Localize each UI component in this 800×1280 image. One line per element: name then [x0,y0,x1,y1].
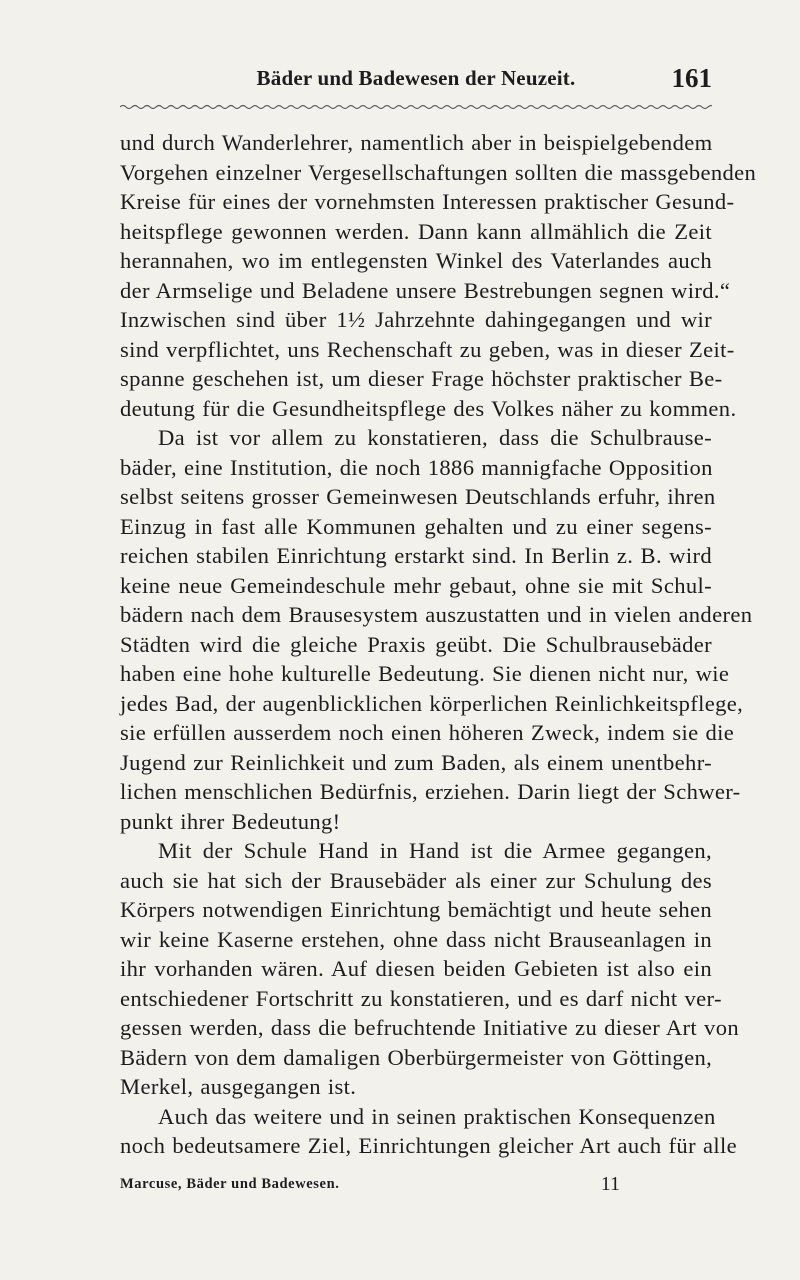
running-head [120,63,712,100]
text-line: wir keine Kaserne erstehen, ohne dass nicht Brauseanlagen in [120,926,712,952]
text-line: herannahen, wo im entlegensten Winkel des Vaterlandes auch [120,248,712,273]
text-line: jedes Bad, der augenblicklichen körperlichen Reinlichkeitspflege, [120,690,744,716]
text-line: sind verpflichtet, uns Rechenschaft zu geben, was in dieser Zeit- [120,336,735,362]
text-line: der Armselige und Beladene unsere Bestrebungen segnen wird.“ [120,277,731,303]
page-footer [120,1173,712,1200]
text-line: auch sie hat sich der Brausebäder als einer zur Schulung des [120,867,712,893]
paragraph [120,423,753,836]
text-line: haben eine hohe kulturelle Bedeutung. Sie dienen nicht nur, wie [120,661,730,686]
body-text [120,128,757,1161]
text-line: Körpers notwendigen Einrichtung bemächtigt und heute sehen [120,897,712,922]
text-line: punkt ihrer Bedeutung! [120,808,341,834]
text-line: keine neue Gemeindeschule mehr gebaut, ohne sie mit Schul- [120,572,712,598]
signature-line: Marcuse, Bäder und Badewesen. [120,1176,340,1192]
text-line: Inzwischen sind über 1½ Jahrzehnte dahingegangen und wir [120,307,712,332]
text-line: Vorgehen einzelner Vergesellschaftungen sollten die massgebenden [120,159,757,185]
text-line: entschiedener Fortschritt zu konstatieren, und es darf nicht ver- [120,985,722,1011]
text-line: sie erfüllen ausserdem noch einen höheren Zweck, indem sie die [120,720,735,745]
wavy-rule-ornament [120,102,712,112]
text-line: Mit der Schule Hand in Hand ist die Armee gegangen, [158,838,712,863]
sheet-number: 11 [600,1173,620,1195]
text-line: Bädern von dem damaligen Oberbürgermeister von Göttingen, [120,1044,713,1070]
text-line: bäder, eine Institution, die noch 1886 mannigfache Opposition [120,454,713,480]
text-line: bädern nach dem Brausesystem auszustatten und in vielen anderen [120,602,753,627]
text-line: ihr vorhanden wären. Auf diesen beiden Gebieten ist also ein [120,956,712,981]
paragraph [120,1102,737,1161]
text-line: Jugend zur Reinlichkeit und zum Baden, als einem unentbehr- [120,749,712,775]
page-number: 161 [671,63,712,93]
text-line: heitspflege gewonnen werden. Dann kann allmählich die Zeit [120,218,712,244]
text-line: Merkel, ausgegangen ist. [120,1074,357,1099]
text-line: Kreise für eines der vornehmsten Interessen praktischer Gesund- [120,189,735,214]
text-line: gessen werden, dass die befruchtende Initiative zu dieser Art von [120,1015,739,1040]
text-line: reichen stabilen Einrichtung erstarkt sind. In Berlin z. B. wird [120,543,712,568]
text-line: lichen menschlichen Bedürfnis, erziehen. Darin liegt der Schwer- [120,779,741,804]
text-line: Da ist vor allem zu konstatieren, dass die Schulbrause- [158,425,712,450]
paragraph [120,836,739,1102]
text-line: und durch Wanderlehrer, namentlich aber in beispielgebendem [120,130,713,155]
running-title: Bäder und Badewesen der Neuzeit. [256,66,576,90]
text-line: Auch das weitere und in seinen praktischen Konsequenzen [158,1103,716,1129]
text-line: Einzug in fast alle Kommunen gehalten und zu einer segens- [120,513,712,539]
paragraph [120,128,757,423]
text-line: spanne geschehen ist, um dieser Frage höchster praktischer Be- [120,366,723,391]
text-line: Städten wird die gleiche Praxis geübt. Die Schulbrausebäder [120,631,712,657]
text-line: selbst seitens grosser Gemeinwesen Deutschlands erfuhr, ihren [120,484,716,509]
text-line: deutung für die Gesundheitspflege des Volkes näher zu kommen. [120,395,737,421]
text-line: noch bedeutsamere Ziel, Einrichtungen gleicher Art auch für alle [120,1133,737,1158]
